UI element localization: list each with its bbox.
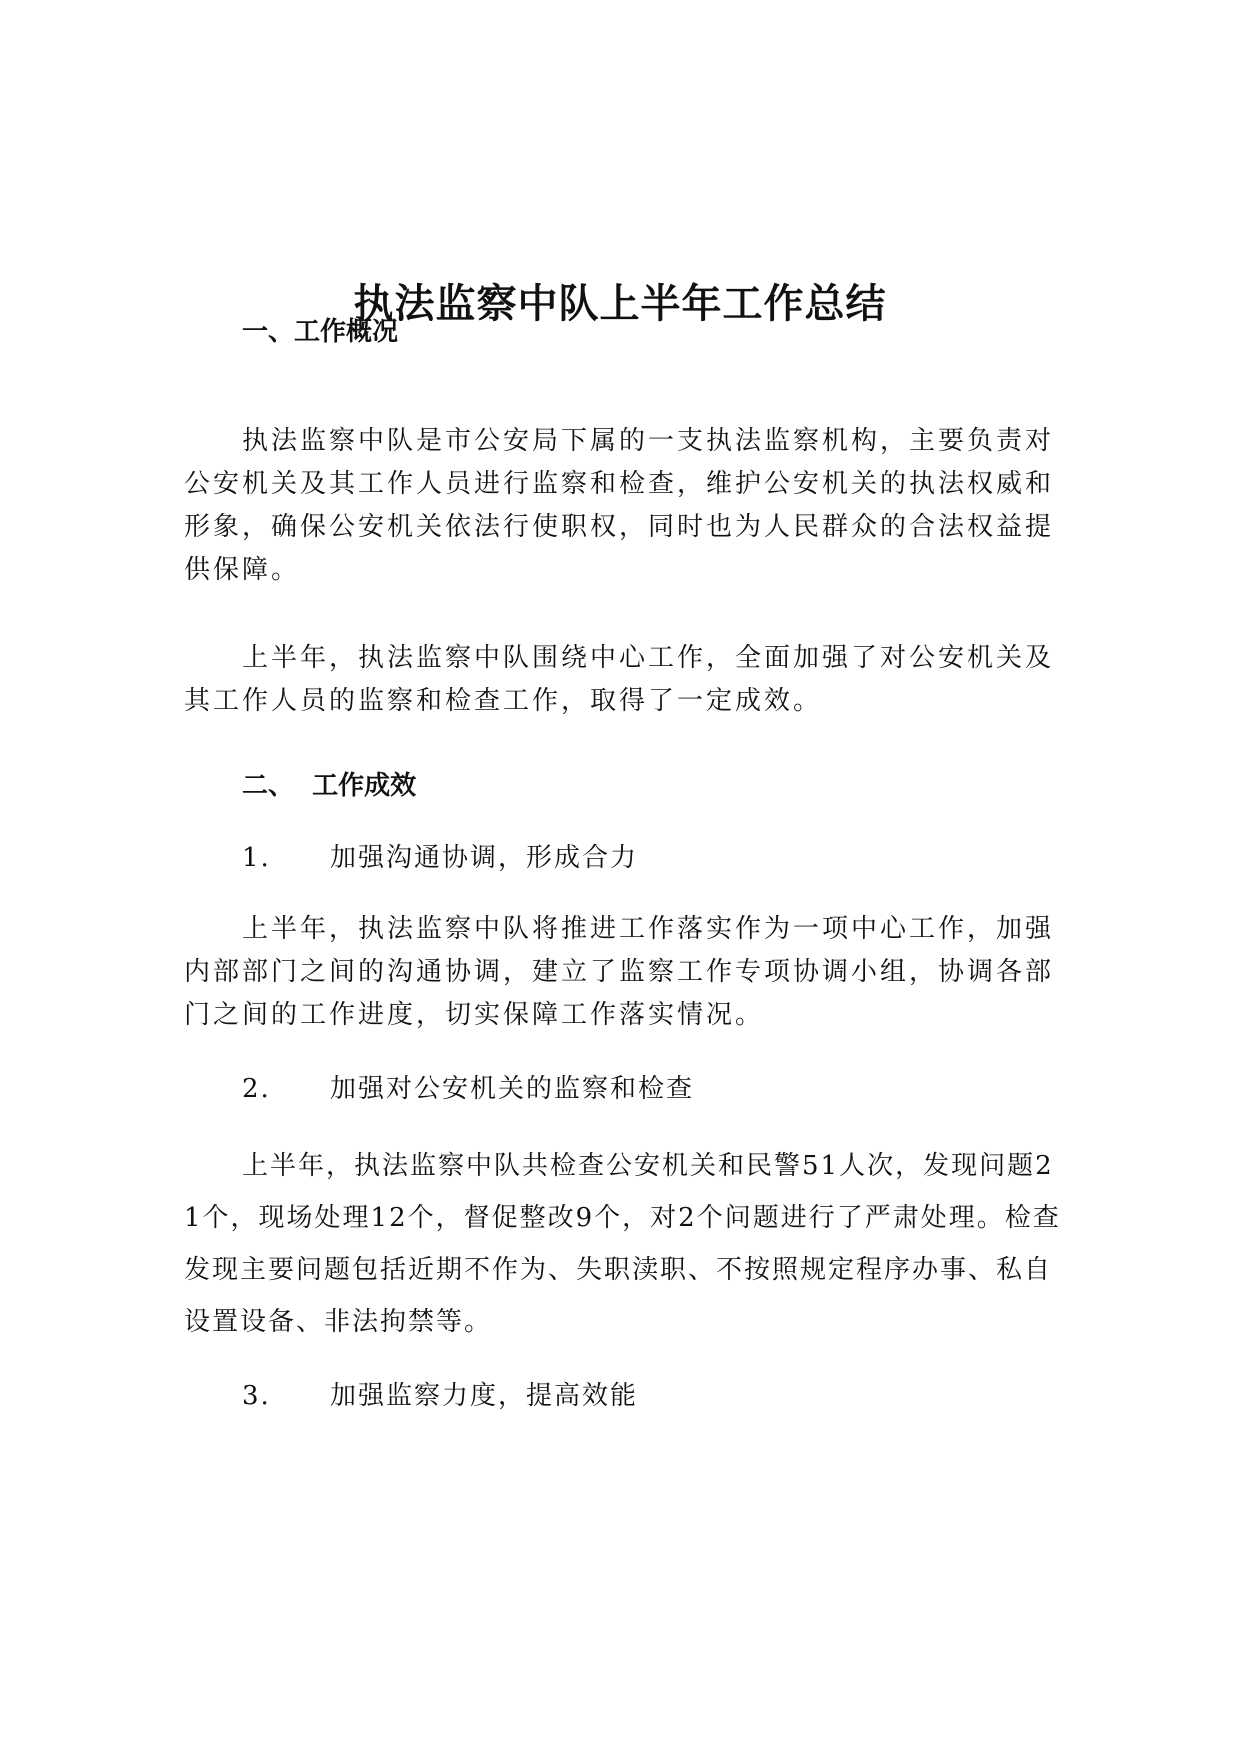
item-number: 3. bbox=[242, 1381, 271, 1411]
document-title: 执法监察中队上半年工作总结 bbox=[353, 281, 887, 327]
numbered-item-1 bbox=[242, 838, 638, 878]
section-heading-overview: 一、工作概况 bbox=[242, 317, 399, 347]
section-heading-results: 二、 工作成效 bbox=[242, 771, 417, 801]
paragraph-item-1-body: 上半年，执法监察中队将推进工作落实作为一项中心工作，加强内部部门之间的沟通协调，建立了监察工作专项协调小组，协调各部门之间的工作进度，切实保障工作落实情况。 bbox=[184, 914, 1055, 1030]
paragraph-overview-2: 上半年，执法监察中队围绕中心工作，全面加强了对公安机关及其工作人员的监察和检查工作，取得了一定成效。 bbox=[184, 643, 1055, 716]
item-number: 1. bbox=[242, 843, 271, 873]
paragraph-overview-1: 执法监察中队是市公安局下属的一支执法监察机构，主要负责对公安机关及其工作人员进行监察和检查，维护公安机关的执法权威和形象，确保公安机关依法行使职权，同时也为人民群众的合法权益提供保障。 bbox=[184, 426, 1055, 585]
numbered-item-2 bbox=[242, 1069, 694, 1109]
numbered-item-3 bbox=[242, 1376, 638, 1416]
item-number: 2. bbox=[242, 1074, 271, 1104]
item-title: 加强沟通协调，形成合力 bbox=[330, 843, 639, 873]
item-title: 加强对公安机关的监察和检查 bbox=[330, 1074, 695, 1104]
item-title: 加强监察力度，提高效能 bbox=[330, 1381, 639, 1411]
paragraph-item-2-body: 上半年，执法监察中队共检查公安机关和民警51人次，发现问题21个，现场处理12个，督促整改9个，对2个问题进行了严肃处理。检查发现主要问题包括近期不作为、失职渎职、不按照规定程序办事、私自设置设备、非法拘禁等。 bbox=[184, 1151, 1061, 1337]
